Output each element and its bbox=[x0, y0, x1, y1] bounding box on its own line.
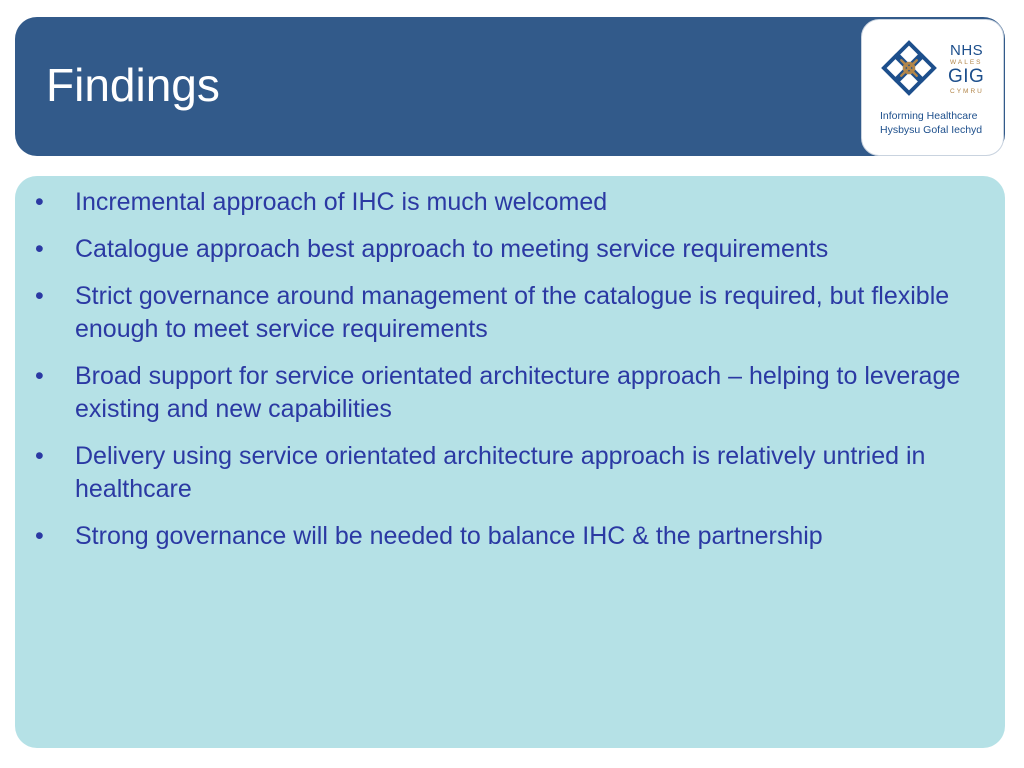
list-item-text: Incremental approach of IHC is much welcomed bbox=[75, 188, 608, 216]
bullet-icon: • bbox=[35, 362, 44, 390]
bullet-icon: • bbox=[35, 188, 44, 216]
list-item bbox=[25, 520, 985, 553]
bullet-icon: • bbox=[35, 522, 44, 550]
logo-nhs-text: NHS bbox=[950, 42, 984, 59]
list-item bbox=[25, 233, 985, 266]
slide-title: Findings bbox=[46, 59, 220, 111]
nhs-wales-knot-icon bbox=[880, 39, 938, 97]
list-item-text: Strong governance will be needed to balance IHC & the partnership bbox=[75, 522, 823, 550]
list-item bbox=[25, 186, 985, 219]
logo-gig-text: GIG bbox=[948, 66, 985, 87]
list-item bbox=[25, 440, 985, 506]
bullet-icon: • bbox=[35, 442, 44, 470]
list-item-text: Strict governance around management of the catalogue is required, but flexible enough to meet service requirements bbox=[75, 282, 950, 343]
logo-wales-text: WALES bbox=[950, 59, 983, 66]
findings-list bbox=[25, 186, 985, 567]
bullet-icon: • bbox=[35, 235, 44, 263]
list-item-text: Catalogue approach best approach to meeting service requirements bbox=[75, 235, 829, 263]
bullet-icon: • bbox=[35, 282, 44, 310]
nhs-wales-logo bbox=[861, 19, 1004, 156]
list-item-text: Broad support for service orientated architecture approach – helping to leverage existing and new capabilities bbox=[75, 362, 961, 423]
list-item bbox=[25, 280, 985, 346]
logo-cymru-text: CYMRU bbox=[950, 88, 984, 95]
logo-org-name-english: Informing Healthcare bbox=[880, 110, 978, 122]
logo-org-name-welsh: Hysbysu Gofal Iechyd bbox=[880, 124, 983, 136]
list-item bbox=[25, 360, 985, 426]
list-item-text: Delivery using service orientated architecture approach is relatively untried in healthcare bbox=[75, 442, 926, 503]
